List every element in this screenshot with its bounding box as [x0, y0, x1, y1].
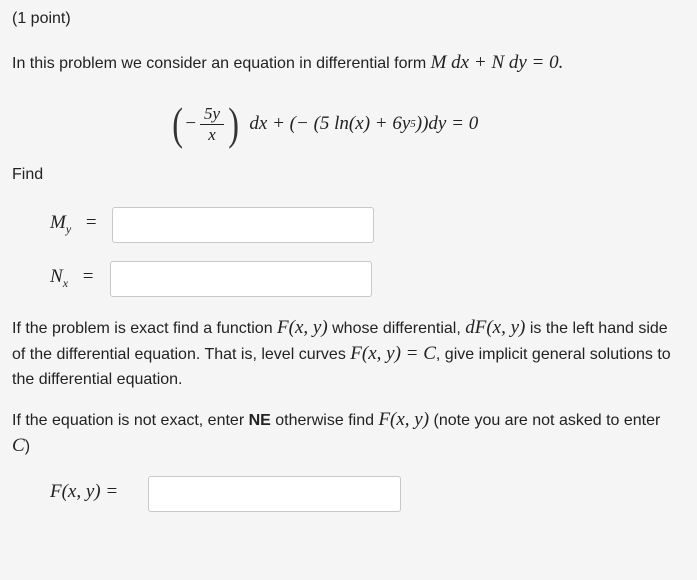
- p1-math-df: dF(x, y): [465, 317, 526, 338]
- differential-equation: [170, 96, 478, 152]
- intro-prose: In this problem we consider an equation in differential form: [12, 55, 431, 72]
- nx-label-main: N: [50, 266, 63, 287]
- fraction-numerator: 5y: [200, 104, 224, 125]
- my-label-sub: y: [65, 221, 72, 236]
- p2-text-a: If the equation is not exact, enter: [12, 412, 249, 429]
- p2-text-b: otherwise find: [270, 412, 379, 429]
- p2-math-f: F(x, y): [378, 409, 430, 430]
- f-input[interactable]: [148, 476, 401, 512]
- nx-equals: =: [82, 266, 94, 287]
- p2-math-c: C: [12, 435, 25, 456]
- points-label: (1 point): [12, 10, 71, 27]
- right-paren: ): [228, 98, 240, 149]
- fraction: [200, 104, 224, 145]
- p1-text-a: If the problem is exact find a function: [12, 320, 278, 337]
- p1-math-level: F(x, y) = C: [350, 343, 436, 364]
- my-input[interactable]: [112, 207, 374, 243]
- my-label: [50, 212, 97, 237]
- p1-text-b: whose differential,: [327, 320, 466, 337]
- equation-tail: ))dy = 0: [415, 113, 479, 134]
- left-paren: (: [172, 98, 184, 149]
- p2-text-d: ): [24, 438, 31, 455]
- nx-label-sub: x: [62, 275, 69, 290]
- p2-text-c: (note you are not asked to enter: [429, 412, 661, 429]
- nx-label: [50, 266, 93, 291]
- f-label: F(x, y) =: [50, 481, 119, 502]
- my-equals: =: [85, 212, 97, 233]
- equation-rest: dx + (− (5 ln(x) + 6y: [249, 113, 411, 134]
- p2-ne: NE: [248, 412, 271, 429]
- p1-text-c: is the left hand side of the differential equation. That is, level curves: [12, 320, 668, 363]
- minus-sign: −: [185, 113, 197, 134]
- find-label: Find: [12, 166, 44, 183]
- intro-text: [12, 52, 563, 74]
- p1-text-d: , give implicit general solutions to the differential equation.: [12, 346, 671, 388]
- nx-input[interactable]: [110, 261, 372, 297]
- equation-exponent: 5: [410, 118, 416, 130]
- my-label-main: M: [50, 212, 66, 233]
- fraction-denominator: x: [208, 124, 216, 144]
- exact-instructions: [12, 315, 682, 392]
- not-exact-instructions: [12, 407, 682, 459]
- p1-math-f: F(x, y): [277, 317, 328, 338]
- intro-equation: M dx + N dy = 0.: [430, 52, 564, 73]
